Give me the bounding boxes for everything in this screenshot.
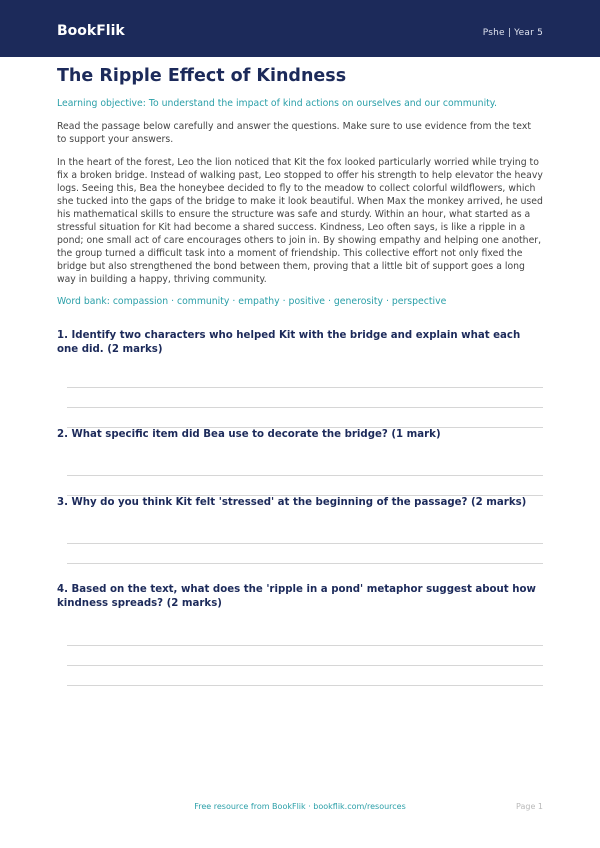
answer-line[interactable]	[67, 543, 543, 544]
worksheet-body	[57, 66, 543, 686]
question-2-text: 2. What specific item did Bea use to decorate the bridge? (1 mark)	[57, 429, 441, 440]
answer-line[interactable]	[67, 685, 543, 686]
brand-logo-text: BookFlik	[57, 23, 125, 39]
question-block-4	[57, 583, 543, 686]
learning-objective: Learning objective: To understand the impact of kind actions on ourselves and our community.	[57, 98, 497, 109]
instructions-text: Read the passage below carefully and answer the questions. Make sure to use evidence from the text to support your answers.	[57, 121, 532, 145]
answer-line[interactable]	[67, 665, 543, 666]
answer-line[interactable]	[67, 407, 543, 408]
question-4-text: 4. Based on the text, what does the 'ripple in a pond' metaphor suggest about how kindness spreads? (2 marks)	[57, 584, 536, 609]
page-number: Page 1	[516, 802, 543, 811]
reading-passage: In the heart of the forest, Leo the lion noticed that Kit the fox looked particularly worried while trying to fix a broken bridge. Instead of walking past, Leo stopped to offer his strength to help elevator the heavy logs. Seeing this, Bea the honeybee decided to fly to the meadow to collect colorful wildflowers, which she tucked into the gaps of the bridge to make it look beautiful. When Max the monkey arrived, he used his mathematical skills to ensure the structure was safe and sturdy. Within an hour, what started as a stressful situation for Kit had become a shared success. Kindness, Leo often says, is like a ripple in a pond; one small act of care encourages others to join in. By showing empathy and helping one another, the group turned a difficult task into a moment of friendship. This collective effort not only fixed the bridge but also strengthened the bond between them, proving that a little bit of support goes a long way in building a happy, thriving community.	[57, 157, 543, 285]
answer-line[interactable]	[67, 645, 543, 646]
page-header	[0, 0, 600, 57]
subject-year-label: Pshe | Year 5	[482, 28, 543, 38]
question-1-text: 1. Identify two characters who helped Kit with the bridge and explain what each one did. (2 marks)	[57, 330, 521, 355]
question-3-text: 3. Why do you think Kit felt 'stressed' at the beginning of the passage? (2 marks)	[57, 497, 527, 508]
answer-line[interactable]	[67, 475, 543, 476]
question-block-2	[57, 428, 543, 496]
answer-line[interactable]	[67, 387, 543, 388]
word-bank: Word bank: compassion · community · empathy · positive · generosity · perspective	[57, 296, 447, 307]
worksheet-title: The Ripple Effect of Kindness	[57, 66, 347, 86]
footer-resource-link[interactable]: Free resource from BookFlik · bookflik.com/resources	[194, 802, 406, 811]
answer-line[interactable]	[67, 563, 543, 564]
question-block-3	[57, 496, 543, 564]
question-block-1	[57, 329, 543, 428]
